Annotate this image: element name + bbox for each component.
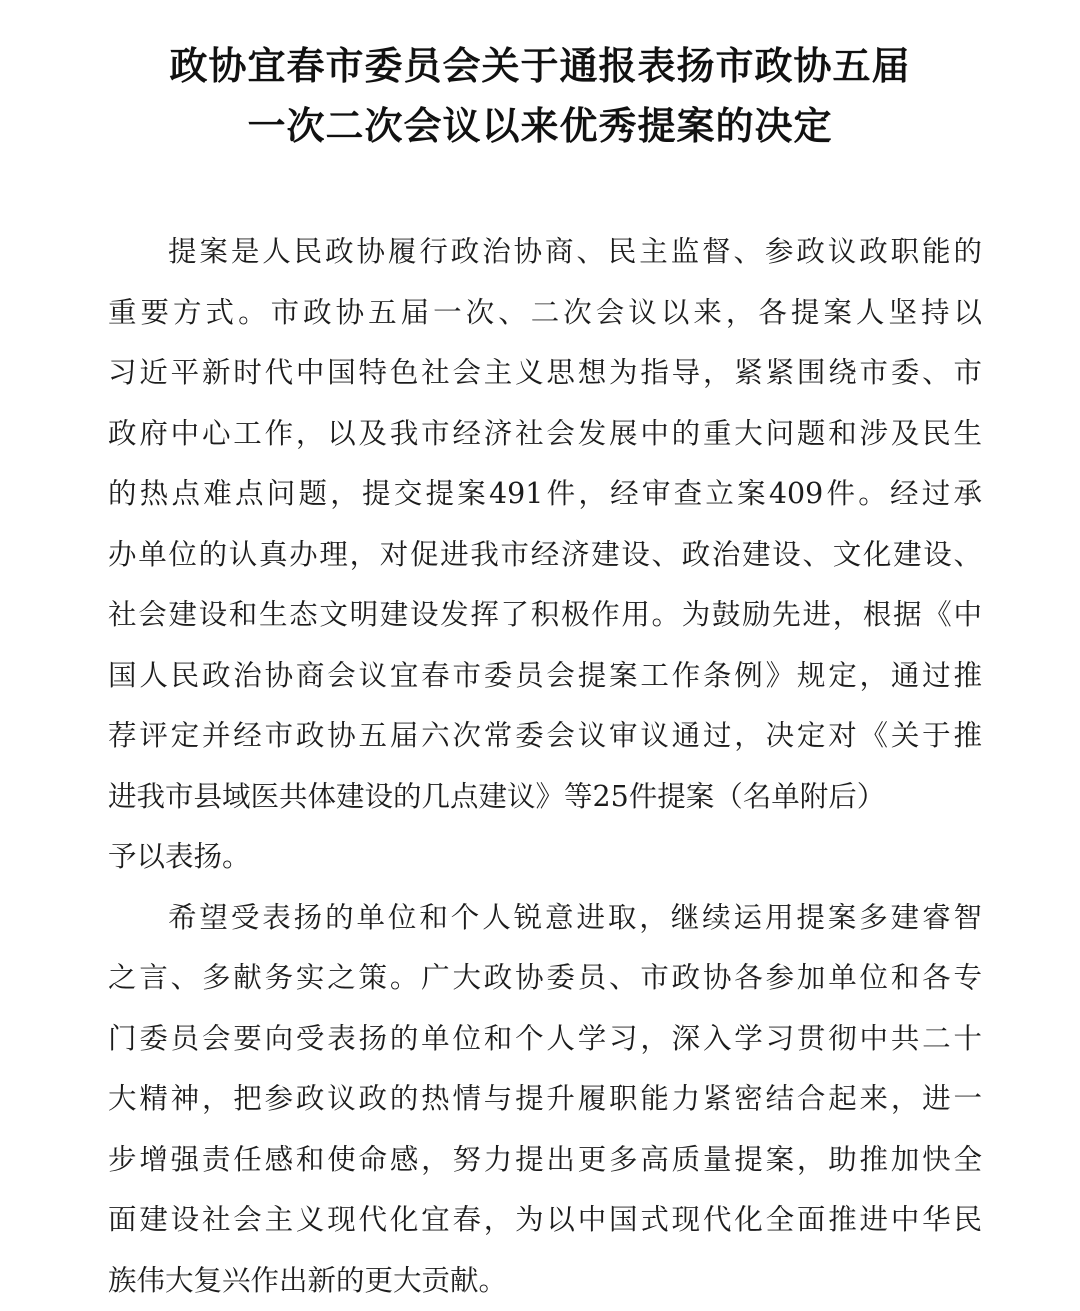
paragraph-line: 办单位的认真办理，对促进我市经济建设、政治建设、文化建设、 <box>108 525 982 586</box>
paragraph-line: 习近平新时代中国特色社会主义思想为指导，紧紧围绕市委、市 <box>108 343 982 404</box>
title-line-2: 一次二次会议以来优秀提案的决定 <box>40 96 1040 156</box>
paragraph-line: 门委员会要向受表扬的单位和个人学习，深入学习贯彻中共二十 <box>108 1009 982 1070</box>
title-line-1: 政协宜春市委员会关于通报表扬市政协五届 <box>40 36 1040 96</box>
paragraph-line: 希望受表扬的单位和个人锐意进取，继续运用提案多建睿智 <box>108 888 982 949</box>
paragraph-line: 荐评定并经市政协五届六次常委会议审议通过，决定对《关于推 <box>108 706 982 767</box>
paragraph-line: 大精神，把参政议政的热情与提升履职能力紧密结合起来，进一 <box>108 1069 982 1130</box>
paragraph-line: 之言、多献务实之策。广大政协委员、市政协各参加单位和各专 <box>108 948 982 1009</box>
paragraph-line: 社会建设和生态文明建设发挥了积极作用。为鼓励先进，根据《中 <box>108 585 982 646</box>
paragraph-line: 族伟大复兴作出新的更大贡献。 <box>108 1251 982 1311</box>
paragraph-line: 的热点难点问题，提交提案491件，经审查立案409件。经过承 <box>108 464 982 525</box>
paragraph-line: 面建设社会主义现代化宜春，为以中国式现代化全面推进中华民 <box>108 1190 982 1251</box>
paragraph-line: 提案是人民政协履行政治协商、民主监督、参政议政职能的 <box>108 222 982 283</box>
paragraph-line: 予以表扬。 <box>108 827 982 888</box>
paragraph-line: 重要方式。市政协五届一次、二次会议以来，各提案人坚持以 <box>108 283 982 344</box>
paragraph-line: 进我市县域医共体建设的几点建议》等25件提案（名单附后） <box>108 767 982 828</box>
document-title <box>40 36 1040 156</box>
document-body <box>108 222 982 1311</box>
paragraph-line: 政府中心工作，以及我市经济社会发展中的重大问题和涉及民生 <box>108 404 982 465</box>
paragraph-2 <box>108 888 982 1311</box>
paragraph-line: 步增强责任感和使命感，努力提出更多高质量提案，助推加快全 <box>108 1130 982 1191</box>
paragraph-line: 国人民政治协商会议宜春市委员会提案工作条例》规定，通过推 <box>108 646 982 707</box>
paragraph-1 <box>108 222 982 888</box>
